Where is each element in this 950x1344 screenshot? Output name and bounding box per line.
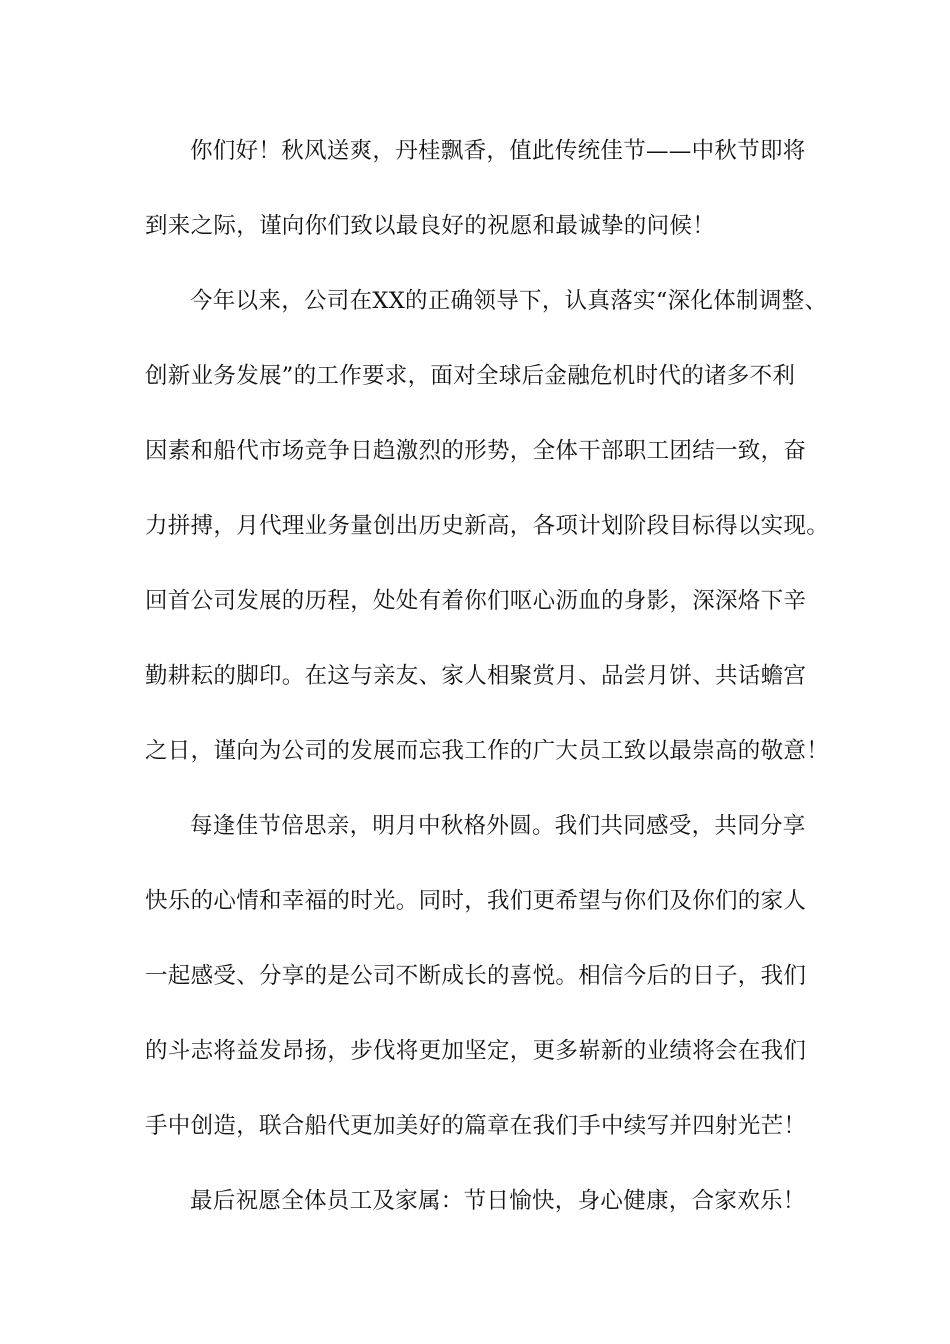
text-line: 今年以来，公司在XX的正确领导下，认真落实“深化体制调整、 [190,288,828,314]
text-line: 一起感受、分享的是公司不断成长的喜悦。相信今后的日子，我们 [145,963,807,989]
text-line: 之日，谨向为公司的发展而忘我工作的广大员工致以最崇高的敬意！ [145,738,830,764]
text-line: 手中创造，联合船代更加美好的篇章在我们手中续写并四射光芒！ [145,1113,807,1139]
text-line: 力拼搏，月代理业务量创出历史新高，各项计划阶段目标得以实现。 [145,513,830,539]
text-line: 到来之际，谨向你们致以最良好的祝愿和最诚挚的问候！ [145,213,716,239]
text-line: 创新业务发展”的工作要求，面对全球后金融危机时代的诸多不利 [145,363,796,389]
text-line: 勤耕耘的脚印。在这与亲友、家人相聚赏月、品尝月饼、共话蟾宫 [145,663,807,689]
text-line: 快乐的心情和幸福的时光。同时，我们更希望与你们及你们的家人 [145,888,807,914]
text-line: 回首公司发展的历程，处处有着你们呕心沥血的身影，深深烙下辛 [145,588,807,614]
text-line: 的斗志将益发昂扬，步伐将更加坚定，更多崭新的业绩将会在我们 [145,1038,807,1064]
text-line: 你们好！秋风送爽，丹桂飘香，值此传统佳节——中秋节即将 [190,138,806,164]
text-line: 因素和船代市场竞争日趋激烈的形势，全体干部职工团结一致，奋 [145,438,807,464]
text-line: 每逢佳节倍思亲，明月中秋格外圆。我们共同感受，共同分享 [190,813,806,839]
text-line: 最后祝愿全体员工及家属：节日愉快，身心健康，合家欢乐！ [190,1188,806,1214]
